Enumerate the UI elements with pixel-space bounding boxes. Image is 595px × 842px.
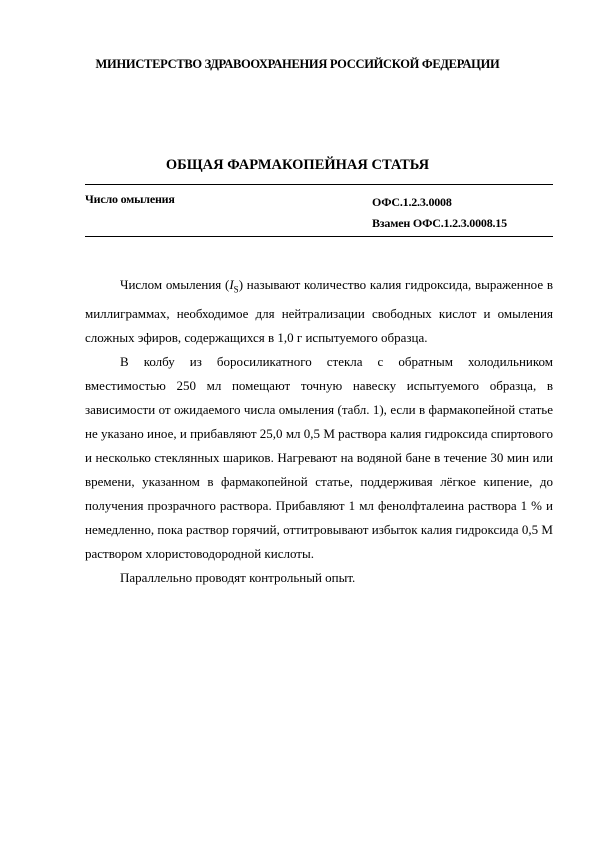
- article-code: ОФС.1.2.3.0008: [372, 195, 452, 209]
- paragraph-definition: [85, 273, 553, 350]
- symbol-letter: I: [229, 277, 234, 292]
- article-name: Число омыления: [85, 192, 175, 206]
- definition-text-end: ) называют количество калия гидроксида, выраженное в миллиграммах, необходимое для нейтрализации свободных кислот и омыления сложных эфиров, содержащихся в 1,0 г испытуемого образца.: [85, 277, 553, 345]
- ministry-heading: МИНИСТЕРСТВО ЗДРАВООХРАНЕНИЯ РОССИЙСКОЙ ФЕДЕРАЦИИ: [95, 57, 500, 71]
- paragraph-control: Параллельно проводят контрольный опыт.: [120, 569, 356, 585]
- article-codes: [372, 192, 507, 234]
- header-rule-top: [85, 184, 553, 185]
- header-rule-bottom: [85, 236, 553, 237]
- article-replaces: Взамен ОФС.1.2.3.0008.15: [372, 216, 507, 230]
- definition-text-start: Числом омыления (: [120, 277, 230, 292]
- paragraph-procedure: В колбу из боросиликатного стекла с обратным холодильником вместимостью 250 мл помещают точную навеску испытуемого образца, в зависимости от ожидаемого числа омыления (табл. 1), если в фармакопейной статье не указано иное, и прибавляют 25,0 мл 0,5 М раствора калия гидроксида спиртового и несколько стеклянных шариков. Нагревают на водяной бане в течение 30 мин или времени, указанном в фармакопейной статье, поддерживая лёгкое кипение, до получения прозрачного раствора. Прибавляют 1 мл фенолфталеина раствора 1 % и немедленно, пока раствор горячий, оттитровывают избыток калия гидроксида 0,5 М раствором хлористоводородной кислоты.: [85, 353, 553, 561]
- article-type-heading: ОБЩАЯ ФАРМАКОПЕЙНАЯ СТАТЬЯ: [165, 157, 430, 173]
- saponification-symbol: [229, 277, 239, 295]
- article-body: [85, 273, 553, 590]
- symbol-subscript: S: [233, 284, 239, 295]
